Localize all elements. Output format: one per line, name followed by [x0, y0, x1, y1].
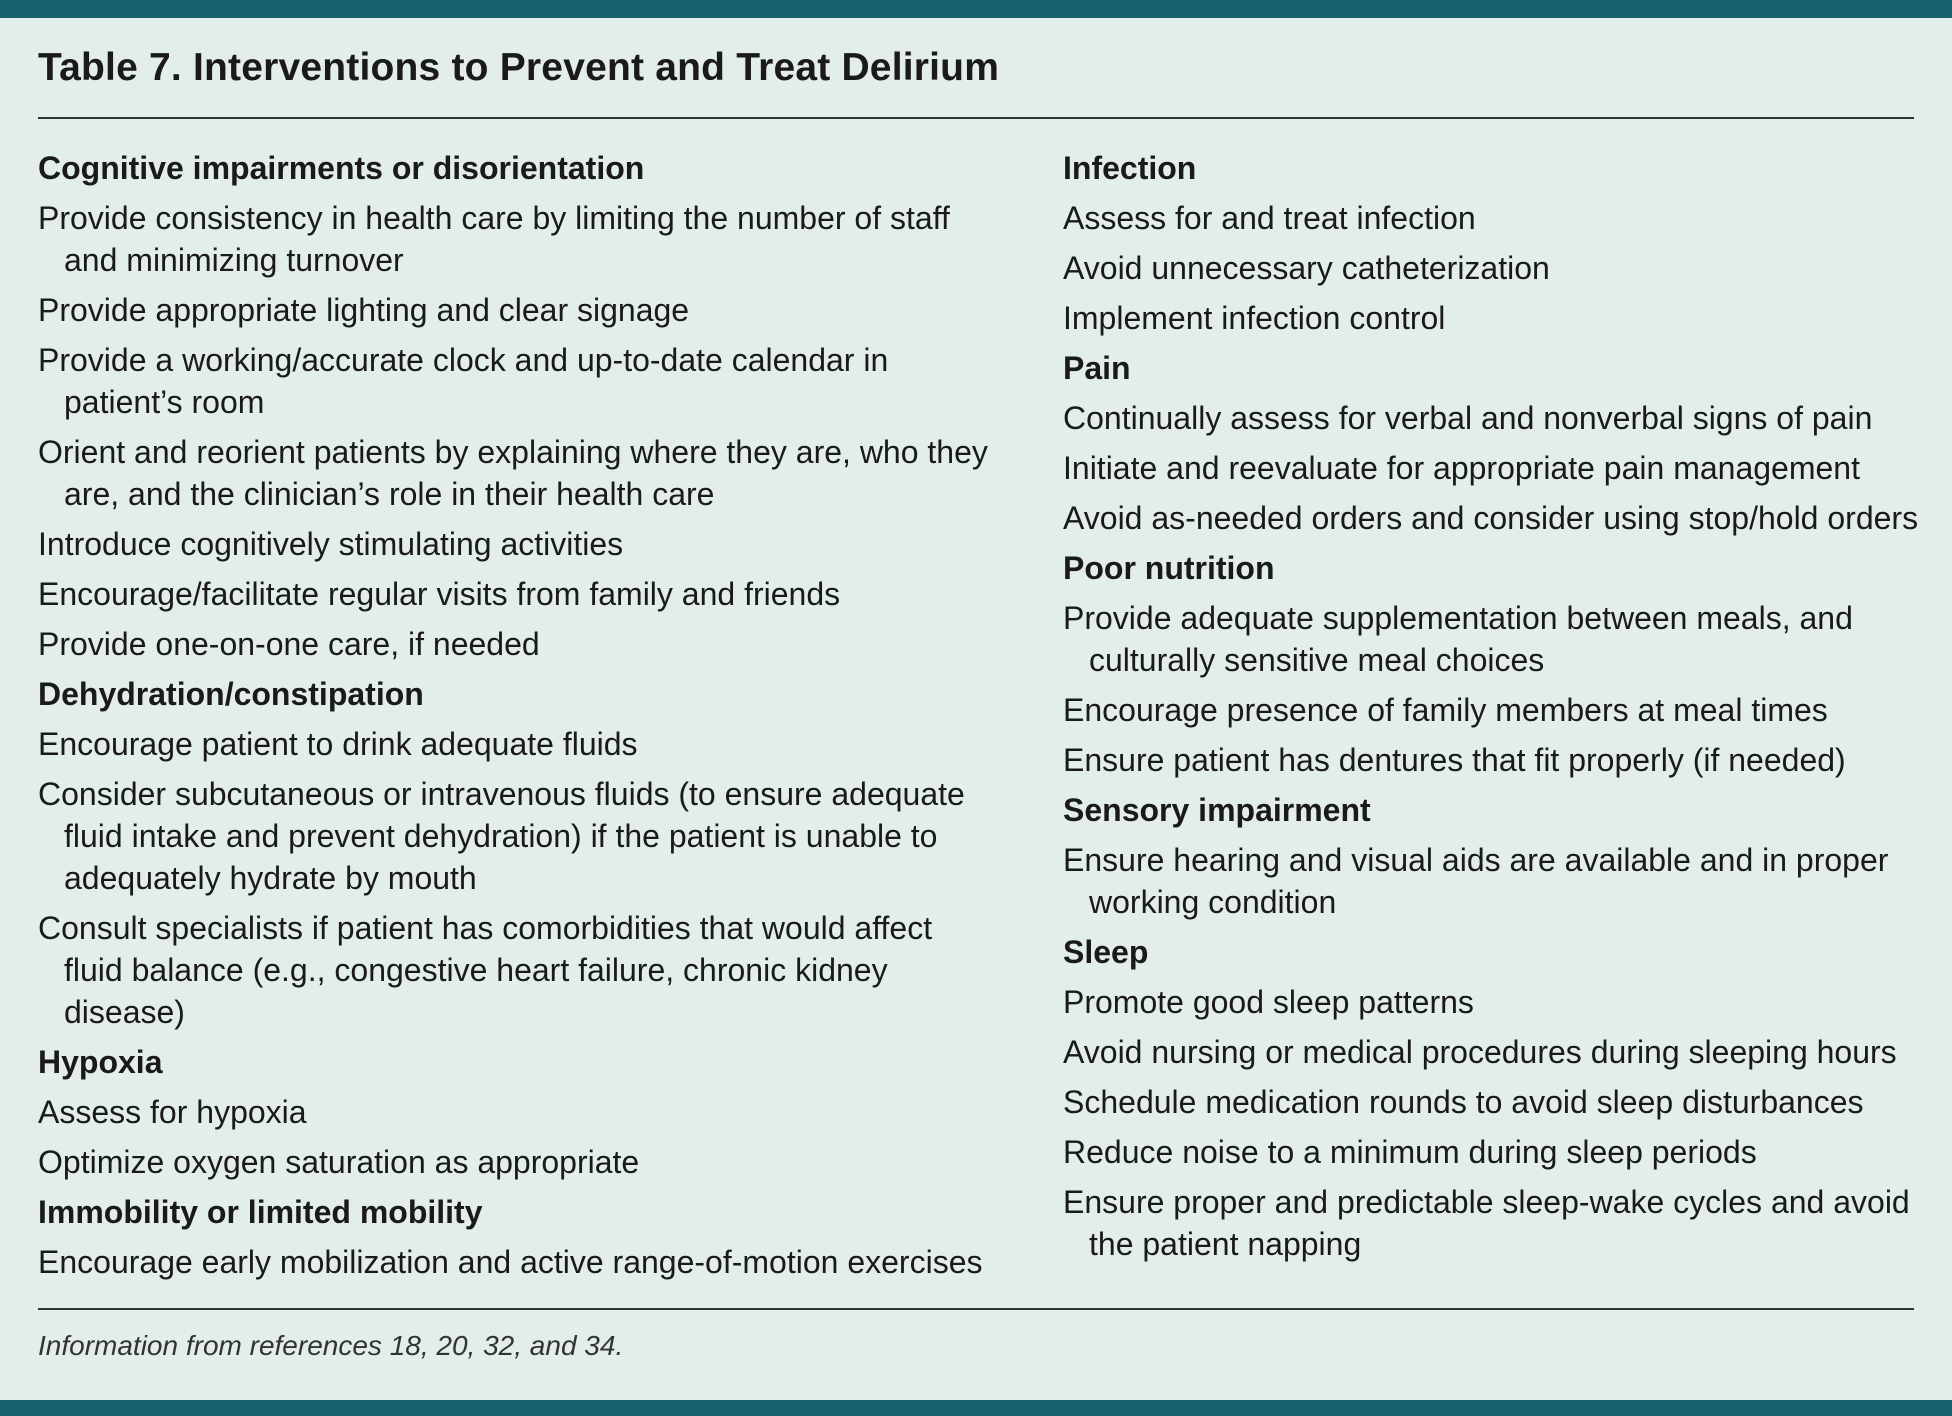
- list-item: Optimize oxygen saturation as appropriate: [38, 1144, 640, 1180]
- list-item: Continually assess for verbal and nonverbal signs of pain: [1063, 400, 1873, 436]
- section-sleep: [1063, 931, 1923, 1265]
- list-item: Consult specialists if patient has comorbidities that would affect fluid balance (e.g., congestive heart failure, chronic kidney disease): [38, 910, 933, 1030]
- list-item: Encourage presence of family members at meal times: [1063, 692, 1828, 728]
- list-item: Encourage/facilitate regular visits from family and friends: [38, 576, 841, 612]
- section-heading: Immobility or limited mobility: [38, 1194, 483, 1230]
- list-item: Ensure hearing and visual aids are available and in proper working condition: [1063, 842, 1889, 920]
- list-item: Encourage early mobilization and active range-of-motion exercises: [38, 1244, 983, 1280]
- section-heading: Sleep: [1063, 934, 1149, 970]
- list-item: Promote good sleep patterns: [1063, 984, 1474, 1020]
- section-heading: Cognitive impairments or disorientation: [38, 150, 645, 186]
- list-item: Avoid nursing or medical procedures during sleeping hours: [1063, 1034, 1897, 1070]
- section-sensory-impairment: [1063, 789, 1923, 923]
- section-infection: [1063, 147, 1923, 339]
- list-item: Orient and reorient patients by explaining where they are, who they are, and the clinician’s role in their health care: [38, 434, 988, 512]
- right-column: [1063, 147, 1923, 1273]
- section-heading: Poor nutrition: [1063, 550, 1275, 586]
- list-item: Assess for and treat infection: [1063, 200, 1476, 236]
- section-heading: Dehydration/constipation: [38, 676, 424, 712]
- list-item: Encourage patient to drink adequate fluids: [38, 726, 638, 762]
- section-poor-nutrition: [1063, 547, 1923, 781]
- section-immobility: [38, 1191, 998, 1283]
- source-footnote: Information from references 18, 20, 32, and 34.: [38, 1330, 624, 1361]
- bottom-divider: [38, 1308, 1914, 1310]
- table-title: Table 7. Interventions to Prevent and Treat Delirium: [38, 46, 1000, 89]
- list-item: Reduce noise to a minimum during sleep periods: [1063, 1134, 1757, 1170]
- bottom-accent-bar: [0, 1400, 1952, 1416]
- list-item: Schedule medication rounds to avoid sleep disturbances: [1063, 1084, 1864, 1120]
- list-item: Implement infection control: [1063, 300, 1446, 336]
- section-pain: [1063, 347, 1923, 539]
- list-item: Avoid unnecessary catheterization: [1063, 250, 1550, 286]
- list-item: Provide a working/accurate clock and up-to-date calendar in patient’s room: [38, 342, 889, 420]
- top-accent-bar: [0, 0, 1952, 18]
- list-item: Avoid as-needed orders and consider using stop/hold orders: [1063, 500, 1919, 536]
- list-item: Provide one-on-one care, if needed: [38, 626, 540, 662]
- list-item: Consider subcutaneous or intravenous fluids (to ensure adequate fluid intake and prevent dehydration) if the patient is unable to adequately hydrate by mouth: [38, 776, 965, 896]
- section-heading: Sensory impairment: [1063, 792, 1371, 828]
- section-heading: Hypoxia: [38, 1044, 163, 1080]
- section-cognitive-impairments: [38, 147, 998, 665]
- top-divider: [38, 117, 1914, 119]
- section-dehydration-constipation: [38, 673, 998, 1033]
- list-item: Provide adequate supplementation between meals, and culturally sensitive meal choices: [1063, 600, 1853, 678]
- list-item: Provide consistency in health care by limiting the number of staff and minimizing turnover: [38, 200, 950, 278]
- section-heading: Infection: [1063, 150, 1197, 186]
- list-item: Assess for hypoxia: [38, 1094, 307, 1130]
- left-column: [38, 147, 998, 1291]
- section-hypoxia: [38, 1041, 998, 1183]
- list-item: Initiate and reevaluate for appropriate pain management: [1063, 450, 1860, 486]
- list-item: Provide appropriate lighting and clear signage: [38, 292, 690, 328]
- section-heading: Pain: [1063, 350, 1131, 386]
- list-item: Ensure proper and predictable sleep-wake cycles and avoid the patient napping: [1063, 1184, 1910, 1262]
- list-item: Ensure patient has dentures that fit properly (if needed): [1063, 742, 1846, 778]
- list-item: Introduce cognitively stimulating activities: [38, 526, 624, 562]
